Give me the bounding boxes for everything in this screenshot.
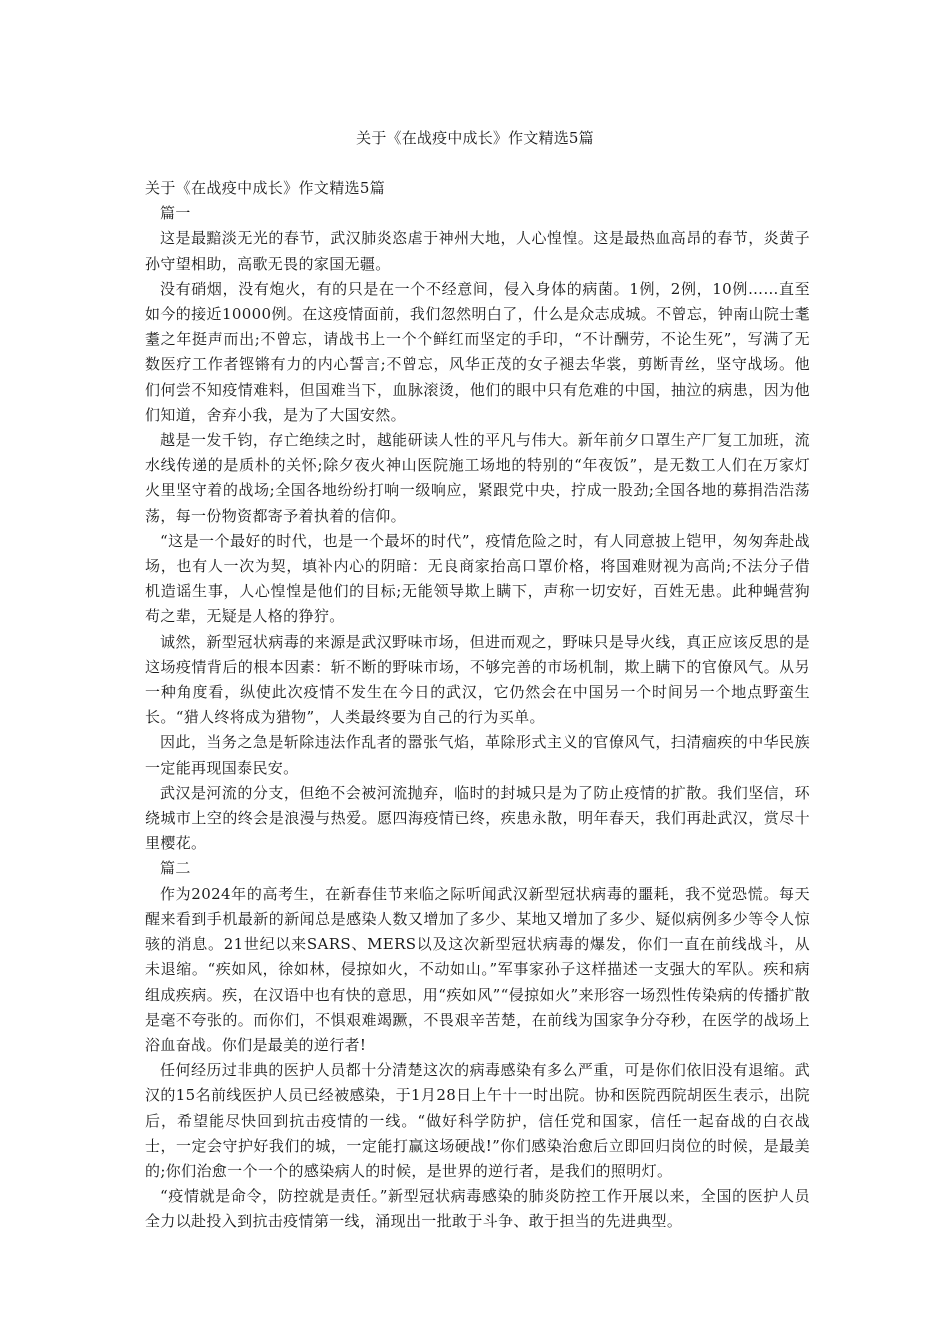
paragraph: 作为2024年的高考生，在新春佳节来临之际听闻武汉新型冠状病毒的噩耗，我不觉恐慌。每天醒来看到手机最新的新闻总是感染人数又增加了多少、某地又增加了多少、疑似病例多少等令人惊骇的消息。21世纪以来SARS、MERS以及这次新型冠状病毒的爆发，你们一直在前线战斗，从未退缩。“疾如风，徐如林，侵掠如火，不动如山。”军事家孙子这样描述一支强大的军队。疾和病组成疾病。疾，在汉语中也有快的意思，用“疾如风”“侵掠如火”来形容一场烈性传染病的传播扩散是毫不夸张的。而你们，不惧艰难竭蹶，不畏艰辛苦楚，在前线为国家争分夺秒，在医学的战场上浴血奋战。你们是最美的逆行者! — [145, 884, 810, 1054]
section-heading-2: 篇二 — [160, 859, 191, 878]
document-title: 关于《在战疫中成长》作文精选5篇 — [356, 129, 594, 147]
paragraph: 诚然，新型冠状病毒的来源是武汉野味市场，但进而观之，野味只是导火线，真正应该反思的是这场疫情背后的根本因素：斩不断的野味市场，不够完善的市场机制，欺上瞒下的官僚风气。从另一种角度看，纵使此次疫情不发生在今日的武汉，它仍然会在中国另一个时间另一个地点野蛮生长。“猎人终将成为猎物”，人类最终要为自己的行为买单。 — [145, 632, 810, 727]
section-heading-1: 篇一 — [160, 204, 191, 223]
document-subtitle: 关于《在战疫中成长》作文精选5篇 — [145, 179, 386, 197]
paragraph: 这是最黯淡无光的春节，武汉肺炎恣虐于神州大地，人心惶惶。这是最热血高昂的春节，炎黄子孙守望相助，高歌无畏的家国无疆。 — [145, 229, 810, 273]
paragraph: 因此，当务之急是斩除违法作乱者的嚣张气焰，革除形式主义的官僚风气，扫清痼疾的中华民族一定能再现国泰民安。 — [145, 733, 810, 777]
document-body — [145, 176, 810, 1235]
paragraph: 越是一发千钧，存亡绝续之时，越能研读人性的平凡与伟大。新年前夕口罩生产厂复工加班，流水线传递的是质朴的关怀;除夕夜火神山医院施工场地的特别的“年夜饭”，是无数工人们在万家灯火里坚守着的战场;全国各地纷纷打响一级响应，紧跟党中央，拧成一股劲;全国各地的募捐浩浩荡荡，每一份物资都寄予着执着的信仰。 — [145, 431, 810, 525]
paragraph: “疫情就是命令，防控就是责任。”新型冠状病毒感染的肺炎防控工作开展以来，全国的医护人员全力以赴投入到抗击疫情第一线，涌现出一批敢于斗争、敢于担当的先进典型。 — [145, 1187, 810, 1231]
paragraph: 任何经历过非典的医护人员都十分清楚这次的病毒感染有多么严重，可是你们依旧没有退缩。武汉的15名前线医护人员已经被感染，于1月28日上午十一时出院。协和医院西院胡医生表示，出院后，希望能尽快回到抗击疫情的一线。“做好科学防护，信任党和国家，信任一起奋战的白衣战士，一定会守护好我们的城，一定能打赢这场硬战!”你们感染治愈后立即回归岗位的时候，是最美的;你们治愈一个一个的感染病人的时候，是世界的逆行者，是我们的照明灯。 — [145, 1061, 810, 1180]
paragraph: 武汉是河流的分支，但绝不会被河流抛弃，临时的封城只是为了防止疫情的扩散。我们坚信，环绕城市上空的终会是浪漫与热爱。愿四海疫情已终，疾患永散，明年春天，我们再赴武汉，赏尽十里樱花。 — [145, 783, 810, 853]
paragraph: 没有硝烟，没有炮火，有的只是在一个不经意间，侵入身体的病菌。1例，2例，10例……直至如今的接近10000例。在这疫情面前，我们忽然明白了，什么是众志成城。不曾忘，钟南山院士耄耋之年挺声而出;不曾忘，请战书上一个个鲜红而坚定的手印，“不计酬劳，不论生死”，写满了无数医疗工作者铿锵有力的内心誓言;不曾忘，风华正茂的女子褪去华裳，剪断青丝，坚守战场。他们何尝不知疫情难料，但国难当下，血脉滚烫，他们的眼中只有危难的中国，抽泣的病患，因为他们知道，舍弃小我，是为了大国安然。 — [145, 279, 810, 424]
paragraph: “这是一个最好的时代，也是一个最坏的时代”，疫情危险之时，有人同意披上铠甲，匆匆奔赴战场，也有人一次为契，填补内心的阴暗：无良商家抬高口罩价格，将国难财视为高尚;不法分子借机造谣生事，人心惶惶是他们的目标;无能领导欺上瞒下，声称一切安好，百姓无患。此种蝇营狗苟之辈，无疑是人格的狰狞。 — [145, 531, 810, 626]
